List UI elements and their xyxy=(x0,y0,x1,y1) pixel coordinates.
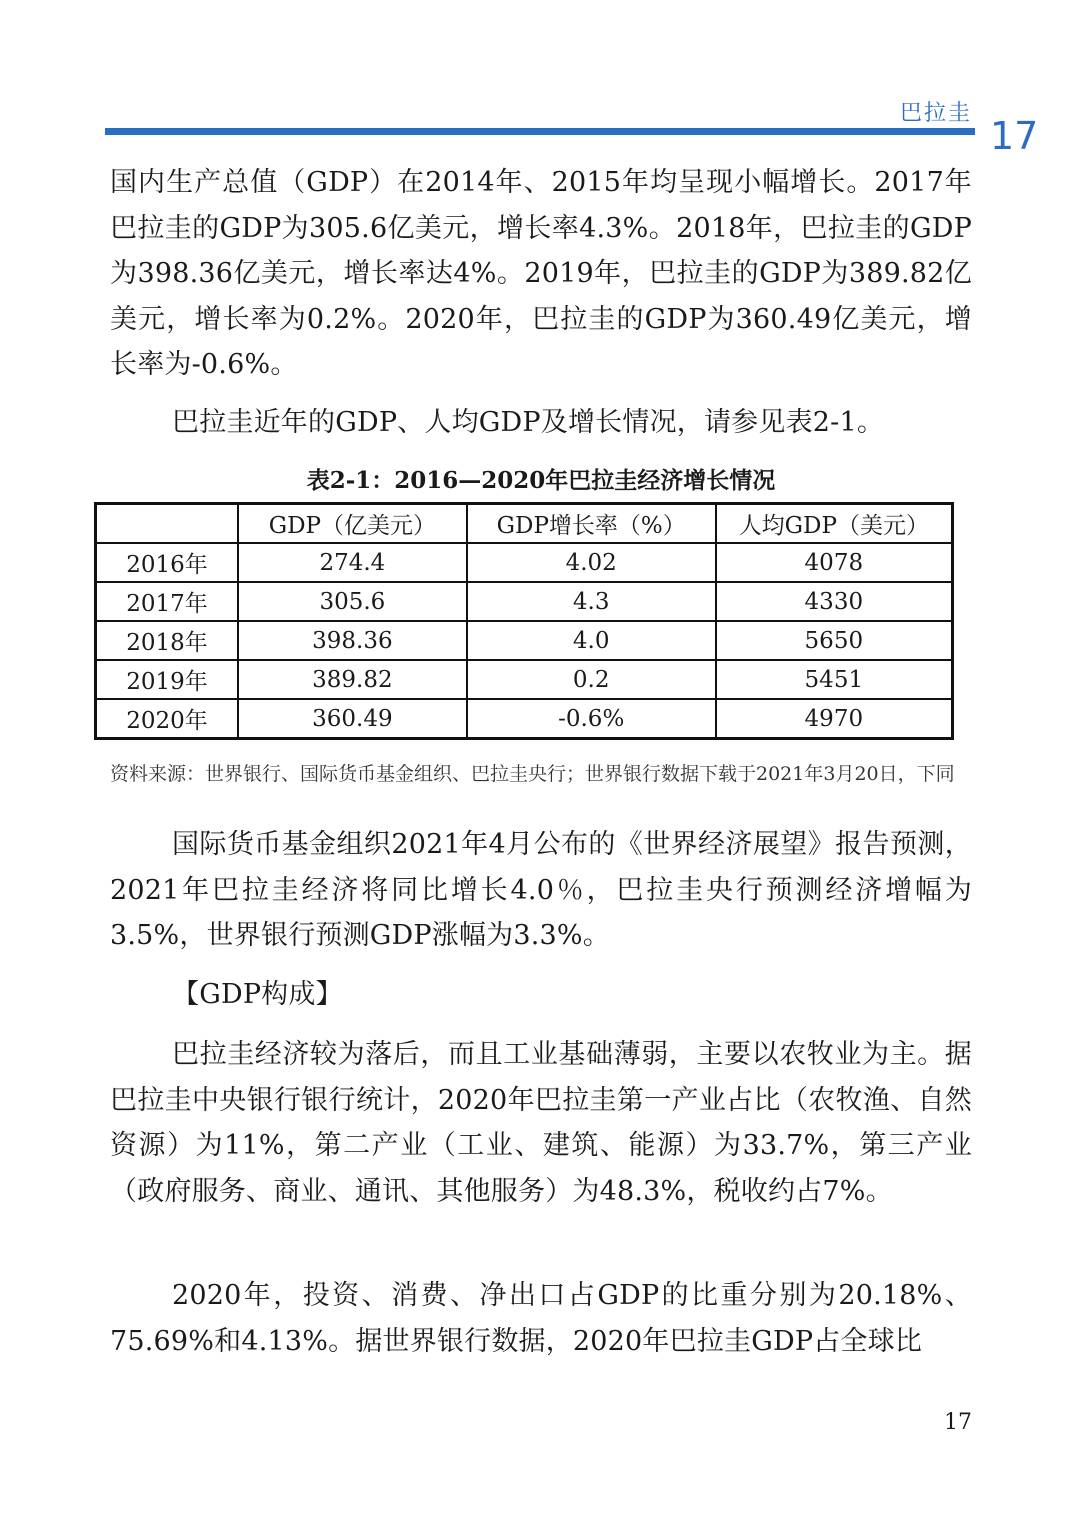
cell-growth-rate: 4.0 xyxy=(467,621,716,660)
cell-gdp: 360.49 xyxy=(238,699,467,739)
cell-growth-rate: 0.2 xyxy=(467,660,716,699)
header-gdp: GDP（亿美元） xyxy=(238,504,467,544)
paragraph-table-reference: 巴拉圭近年的GDP、人均GDP及增长情况，请参见表2-1。 xyxy=(172,407,885,438)
header-rule xyxy=(105,128,975,135)
table-row xyxy=(96,699,953,739)
cell-per-capita: 5451 xyxy=(716,660,953,699)
cell-growth-rate: -0.6% xyxy=(467,699,716,739)
cell-year: 2017年 xyxy=(96,582,238,621)
cell-year: 2016年 xyxy=(96,543,238,582)
cell-growth-rate: 4.3 xyxy=(467,582,716,621)
cell-gdp: 398.36 xyxy=(238,621,467,660)
running-header-country: 巴拉圭 xyxy=(899,101,972,126)
table-row xyxy=(96,582,953,621)
header-per-capita: 人均GDP（美元） xyxy=(716,504,953,544)
cell-per-capita: 4330 xyxy=(716,582,953,621)
footer-page-number: 17 xyxy=(944,1410,972,1435)
gdp-table xyxy=(94,502,954,740)
paragraph-imf-forecast: 国际货币基金组织2021年4月公布的《世界经济展望》报告预测，2021年巴拉圭经济将同比增长4.0％，巴拉圭央行预测经济增幅为3.5%，世界银行预测GDP涨幅为3.3%。 xyxy=(110,829,972,951)
section-heading-gdp-composition: 【GDP构成】 xyxy=(172,979,343,1010)
cell-per-capita: 5650 xyxy=(716,621,953,660)
header-growth-rate: GDP增长率（%） xyxy=(467,504,716,544)
cell-per-capita: 4970 xyxy=(716,699,953,739)
table-row xyxy=(96,543,953,582)
cell-year: 2019年 xyxy=(96,660,238,699)
cell-gdp: 389.82 xyxy=(238,660,467,699)
cell-year: 2018年 xyxy=(96,621,238,660)
table-row xyxy=(96,660,953,699)
paragraph-gdp-shares: 2020年，投资、消费、净出口占GDP的比重分别为20.18%、75.69%和4.13%。据世界银行数据，2020年巴拉圭GDP占全球比 xyxy=(110,1280,972,1357)
paragraph-gdp-composition: 巴拉圭经济较为落后，而且工业基础薄弱，主要以农牧业为主。据巴拉圭中央银行银行统计，2020年巴拉圭第一产业占比（农牧渔、自然资源）为11%，第二产业（工业、建筑、能源）为33.7%，第三产业（政府服务、商业、通讯、其他服务）为48.3%，税收约占7%。 xyxy=(110,1039,972,1207)
header-page-number: 17 xyxy=(990,114,1039,158)
table-row xyxy=(96,621,953,660)
header-year xyxy=(96,504,238,544)
cell-year: 2020年 xyxy=(96,699,238,739)
cell-gdp: 305.6 xyxy=(238,582,467,621)
table-title: 表2-1：2016—2020年巴拉圭经济增长情况 xyxy=(306,467,776,494)
cell-growth-rate: 4.02 xyxy=(467,543,716,582)
cell-per-capita: 4078 xyxy=(716,543,953,582)
table-header-row xyxy=(96,504,953,544)
cell-gdp: 274.4 xyxy=(238,543,467,582)
paragraph-gdp-overview: 国内生产总值（GDP）在2014年、2015年均呈现小幅增长。2017年巴拉圭的GDP为305.6亿美元，增长率4.3%。2018年，巴拉圭的GDP为398.36亿美元，增长率达4%。2019年，巴拉圭的GDP为389.82亿美元，增长率为0.2%。2020年，巴拉圭的GDP为360.49亿美元，增长率为-0.6%。 xyxy=(110,167,972,380)
table-source-note: 资料来源：世界银行、国际货币基金组织、巴拉圭央行；世界银行数据下载于2021年3月20日，下同 xyxy=(110,763,955,785)
